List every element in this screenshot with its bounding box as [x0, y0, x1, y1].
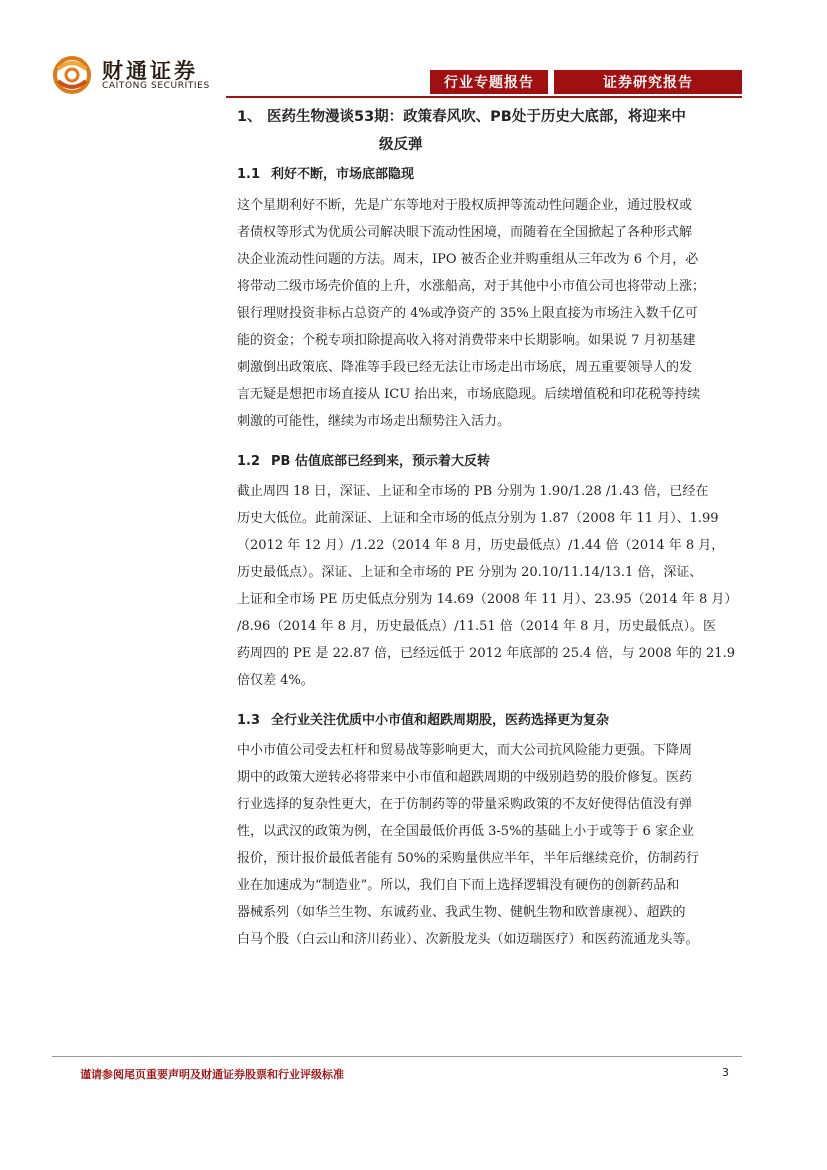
paragraph-line: 银行理财投资非标占总资产的 4%或净资产的 35%上限直接为市场注入数千亿可 [237, 306, 698, 321]
section-1-3-heading [237, 709, 609, 728]
paragraph-line: 刺激倒出政策底、降准等手段已经无法让市场走出市场底，周五重要领导人的发 [237, 360, 693, 375]
section-1-title-line2: 级反弹 [379, 137, 423, 153]
paragraph-line: （2012 年 12 月）/1.22（2014 年 8 月，历史最低点）/1.44 倍（2014 年 8 月， [237, 538, 725, 553]
page-number: 3 [722, 1066, 729, 1079]
section-1-3-number: 1.3 [237, 713, 261, 728]
paragraph-line: 历史大低位。此前深证、上证和全市场的低点分别为 1.87（2008 年 11 月）、1.99 [237, 511, 719, 526]
paragraph-line: 能的资金；个税专项扣除提高收入将对消费带来中长期影响。如果说 7 月初基建 [237, 333, 696, 348]
paragraph-line: 刺激的可能性，继续为市场走出颓势注入活力。 [237, 414, 511, 429]
paragraph-line: 者债权等形式为优质公司解决眼下流动性困境，而随着在全国掀起了各种形式解 [237, 225, 693, 240]
paragraph-line: /8.96（2014 年 8 月，历史最低点）/11.51 倍（2014 年 8 月，历史最低点）。医 [237, 619, 717, 634]
paragraph-line: 这个星期利好不断，先是广东等地对于股权质押等流动性问题企业，通过股权或 [237, 198, 693, 213]
section-1-number: 1、 [237, 109, 262, 125]
paragraph-line: 药周四的 PE 是 22.87 倍，已经远低于 2012 年底部的 25.4 倍，与 2008 年的 21.9 [237, 646, 735, 661]
paragraph-line: 期中的政策大逆转必将带来中小市值和超跌周期的中级别趋势的股价修复。医药 [237, 770, 693, 785]
section-1-3-body [237, 737, 742, 953]
paragraph-line: 白马个股（白云山和济川药业）、次新股龙头（如迈瑞医疗）和医药流通龙头等。 [237, 932, 699, 947]
paragraph-line: 报价，预计报价最低者能有 50%的采购量供应半年，半年后继续竞价，仿制药行 [237, 851, 700, 866]
section-1-2-heading [237, 450, 490, 469]
paragraph-line: 中小市值公司受去杠杆和贸易战等影响更大，而大公司抗风险能力更强。下降周 [237, 743, 693, 758]
section-1-title [237, 103, 742, 159]
paragraph-line: 历史最低点）。深证、上证和全市场的 PE 分别为 20.10/11.14/13.1 倍，深证、 [237, 565, 703, 580]
paragraph-line: 业在加速成为“制造业”。所以，我们自下而上选择逻辑没有硬伤的创新药品和 [237, 878, 680, 893]
logo-text-cn: 财通证券 [102, 59, 198, 83]
section-1-1-number: 1.1 [237, 167, 261, 182]
paragraph-line: 将带动二级市场壳价值的上升，水涨船高，对于其他中小市值公司也将带动上涨； [237, 279, 706, 294]
report-type-tabs [430, 70, 742, 94]
paragraph-line: 上证和全市场 PE 历史低点分别为 14.69（2008 年 11 月）、23.95（2014 年 8 月） [237, 592, 738, 607]
paragraph-line: 截止周四 18 日，深证、上证和全市场的 PB 分别为 1.90/1.28 /1.43 倍，已经在 [237, 484, 709, 499]
logo-text-en: CAITONG SECURITIES [102, 81, 210, 91]
caitong-logo-icon [52, 55, 92, 95]
paragraph-line: 行业选择的复杂性更大，在于仿制药等的带量采购政策的不友好使得估值没有弹 [237, 797, 693, 812]
company-logo [52, 55, 222, 99]
paragraph-line: 性，以武汉的政策为例，在全国最低价再低 3-5%的基础上小于或等于 6 家企业 [237, 824, 694, 839]
section-1-1-heading [237, 163, 414, 182]
footer-divider [52, 1056, 742, 1057]
tab-industry-report: 行业专题报告 [430, 70, 548, 94]
paragraph-line: 器械系列（如华兰生物、东诚药业、我武生物、健帆生物和欧普康视）、超跌的 [237, 905, 686, 920]
section-1-1-body [237, 192, 742, 435]
section-1-2-number: 1.2 [237, 454, 261, 469]
section-1-3-title: 全行业关注优质中小市值和超跌周期股，医药选择更为复杂 [271, 713, 610, 728]
paragraph-line: 决企业流动性问题的方法。周末，IPO 被否企业并购重组从三年改为 6 个月，必 [237, 252, 699, 267]
header-divider [226, 96, 742, 98]
section-1-2-body [237, 478, 742, 694]
tab-securities-research: 证券研究报告 [554, 70, 742, 94]
section-1-1-title: 利好不断，市场底部隐现 [271, 167, 415, 182]
footer-disclaimer: 谨请参阅尾页重要声明及财通证券股票和行业评级标准 [80, 1068, 344, 1081]
section-1-2-title: PB 估值底部已经到来，预示着大反转 [271, 454, 490, 469]
paragraph-line: 倍仅差 4%。 [237, 673, 314, 688]
paragraph-line: 言无疑是想把市场直接从 ICU 抬出来，市场底隐现。后续增值税和印花税等持续 [237, 387, 701, 402]
section-1-title-line1: 医药生物漫谈53期：政策春风吹、PB处于历史大底部，将迎来中 [267, 109, 686, 125]
